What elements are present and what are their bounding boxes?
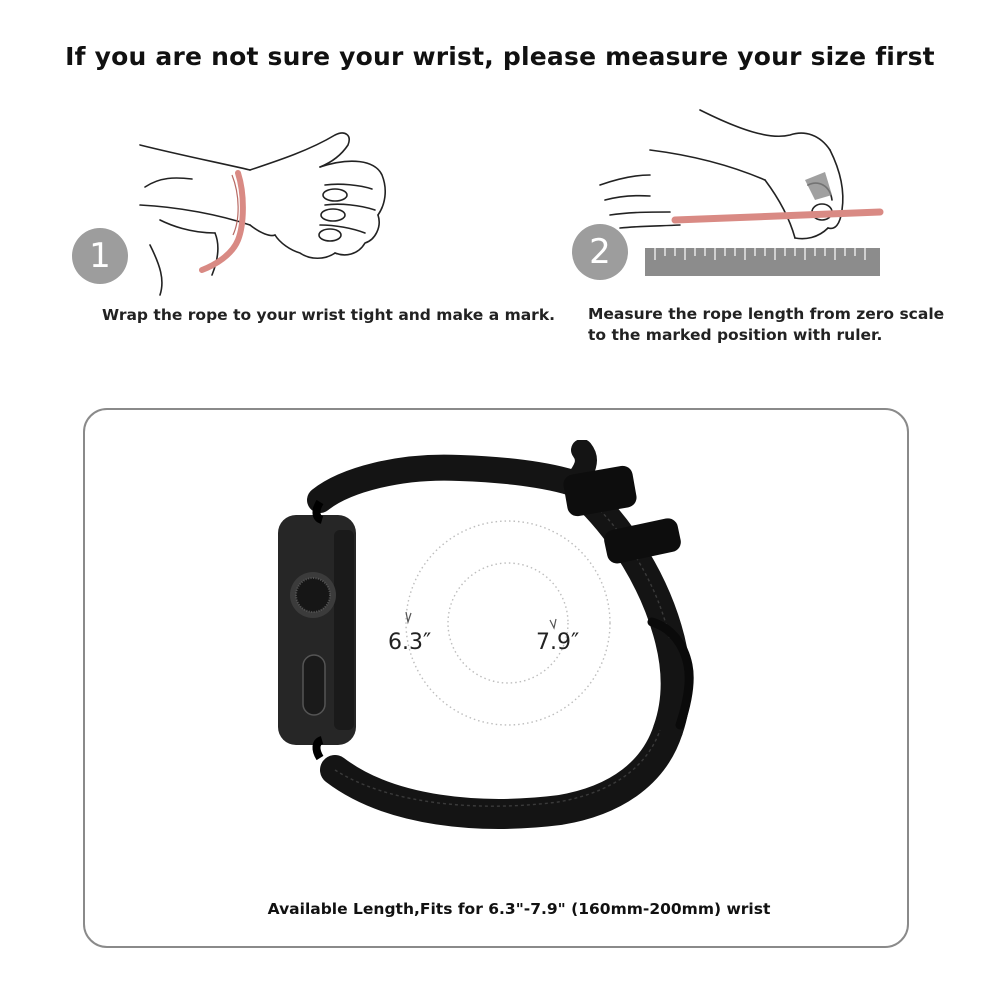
step-1-badge: 1 bbox=[72, 228, 128, 284]
outer-size-circle bbox=[406, 521, 610, 725]
side-button bbox=[303, 655, 325, 715]
watch-band-illustration bbox=[260, 440, 740, 860]
inner-size-circle bbox=[448, 563, 568, 683]
wrist-wrap-illustration bbox=[120, 115, 410, 305]
page-headline: If you are not sure your wrist, please measure your size first bbox=[65, 42, 935, 71]
min-size-label: 6.3″ bbox=[388, 630, 432, 655]
step-2-caption-line-1: Measure the rope length from zero scale bbox=[588, 305, 945, 323]
rope-ruler-illustration bbox=[590, 100, 900, 285]
available-length-caption: Available Length,Fits for 6.3"-7.9" (160mm-200mm) wrist bbox=[267, 900, 771, 918]
step-2-badge: 2 bbox=[572, 224, 628, 280]
step-2-caption-line-2: to the marked position with ruler. bbox=[588, 326, 883, 344]
step-1-caption: Wrap the rope to your wrist tight and make a mark. bbox=[102, 306, 556, 324]
max-size-label: 7.9″ bbox=[536, 630, 580, 655]
